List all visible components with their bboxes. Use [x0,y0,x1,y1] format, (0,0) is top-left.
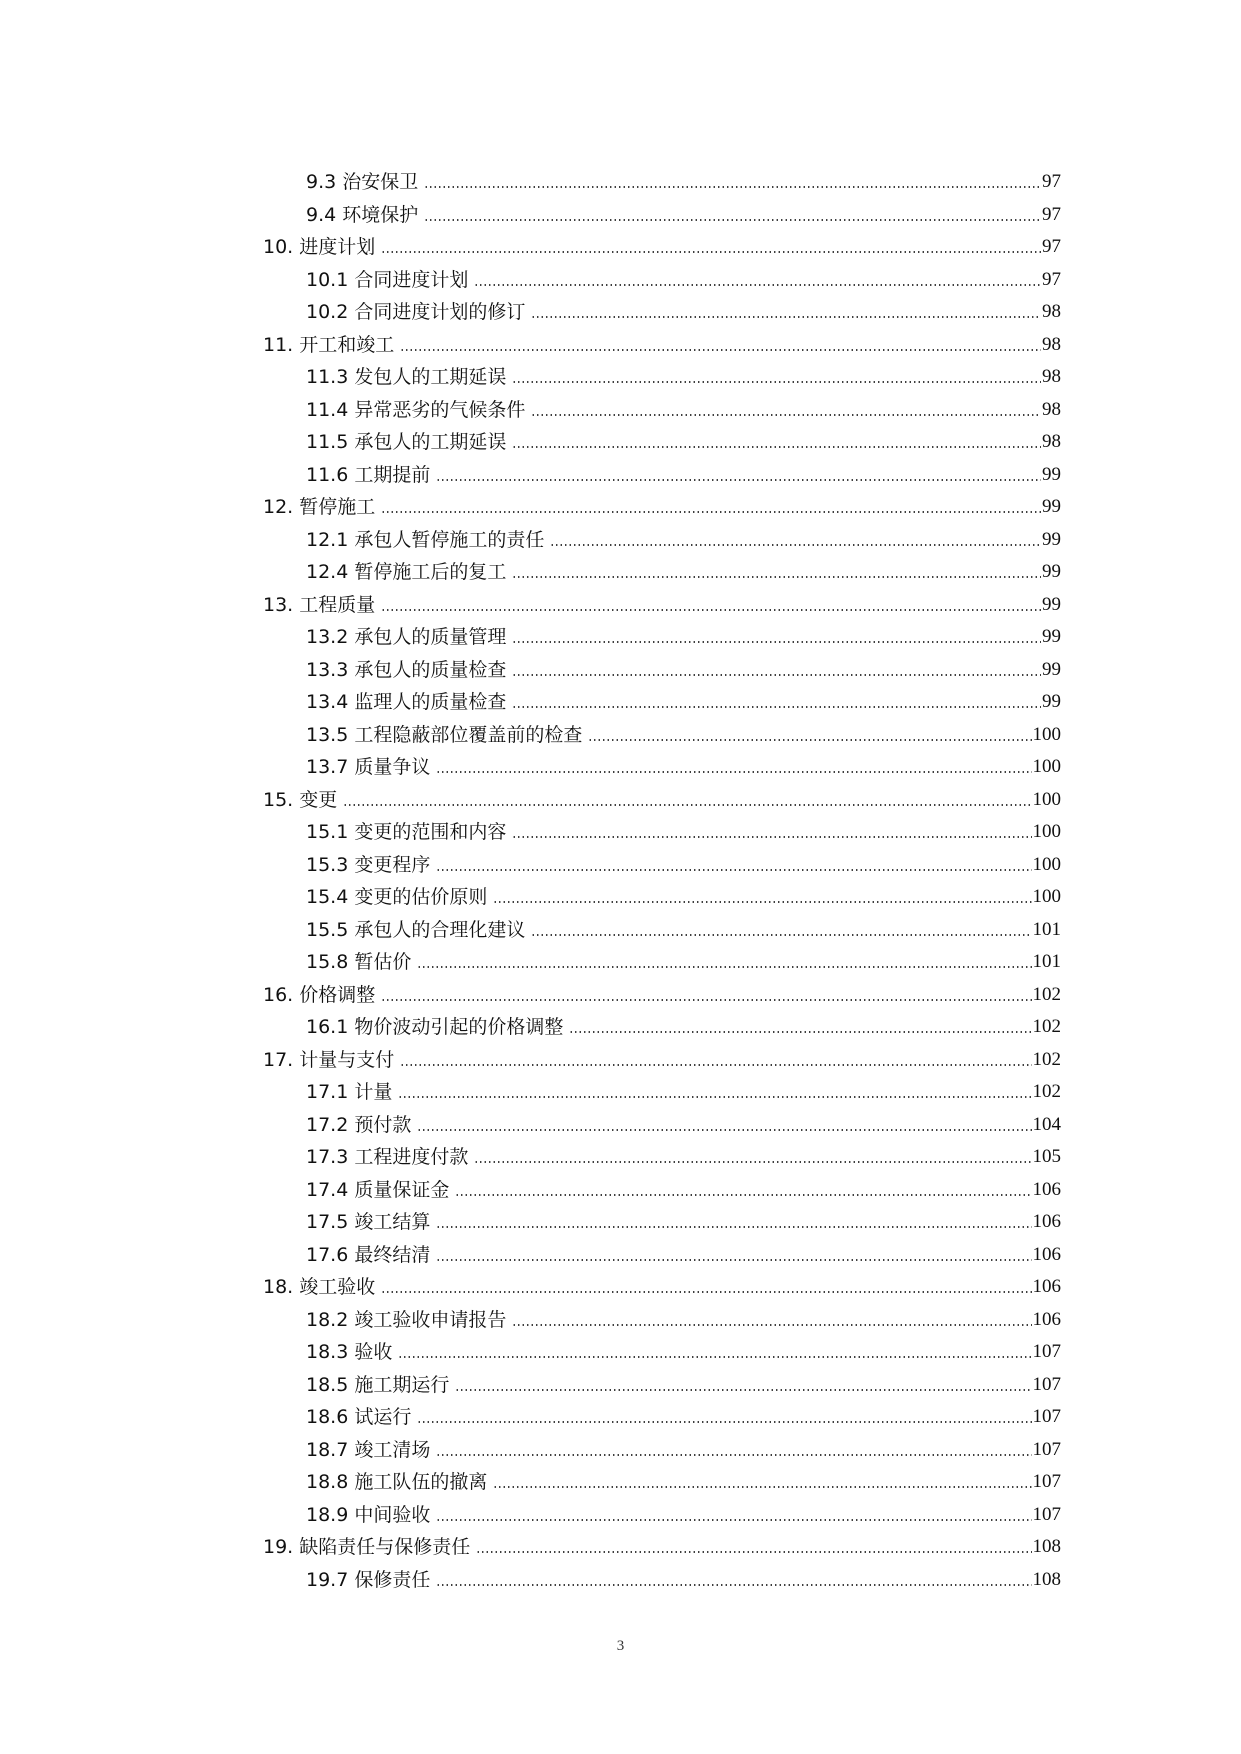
toc-dot-leader [531,316,1041,318]
toc-entry[interactable] [263,1401,1061,1434]
toc-entry[interactable] [263,231,1061,264]
toc-dot-leader [512,446,1041,448]
toc-dot-leader [588,739,1031,741]
toc-entry[interactable] [263,1499,1061,1532]
toc-entry-title: 16. 价格调整 [263,983,376,1006]
toc-dot-leader [424,219,1041,221]
toc-dot-leader [569,1031,1031,1033]
toc-entry[interactable] [263,1011,1061,1044]
toc-entry-title: 13.4 监理人的质量检查 [306,691,507,713]
toc-entry[interactable] [263,751,1061,784]
toc-dot-leader [381,511,1041,513]
toc-entry-title: 18.2 竣工验收申请报告 [306,1308,507,1331]
toc-entry-title: 18.3 验收 [306,1341,393,1363]
toc-dot-leader [512,641,1041,643]
toc-entry[interactable] [263,589,1061,622]
toc-dot-leader [493,1486,1031,1488]
toc-entry-title: 19. 缺陷责任与保修责任 [263,1536,471,1558]
toc-entry[interactable] [263,491,1061,524]
toc-entry-page: 107 [1032,1503,1061,1525]
toc-entry-page: 100 [1032,756,1061,777]
toc-entry-title: 18.9 中间验收 [306,1503,431,1526]
toc-dot-leader [436,771,1031,773]
toc-entry-page: 101 [1032,918,1061,940]
toc-entry-page: 98 [1042,333,1061,355]
toc-dot-leader [531,414,1041,416]
toc-dot-leader [512,836,1031,838]
toc-entry[interactable] [263,361,1061,394]
toc-entry[interactable] [263,166,1061,199]
toc-entry-page: 100 [1032,821,1061,842]
toc-entry[interactable] [263,816,1061,849]
toc-entry[interactable] [263,394,1061,427]
toc-entry[interactable] [263,524,1061,557]
toc-dot-leader [417,1421,1031,1423]
toc-dot-leader [512,674,1041,676]
toc-entry-page: 106 [1032,1243,1061,1265]
toc-dot-leader [512,576,1041,578]
toc-entry-page: 106 [1032,1211,1061,1232]
toc-entry-title: 17.3 工程进度付款 [306,1146,469,1168]
toc-entry-page: 102 [1032,1016,1061,1037]
toc-entry[interactable] [263,946,1061,979]
toc-entry[interactable] [263,426,1061,459]
page-number: 3 [616,1638,625,1654]
toc-entry-title: 15.8 暂估价 [306,951,412,973]
toc-entry[interactable] [263,1271,1061,1304]
toc-dot-leader [455,1389,1031,1391]
toc-entry[interactable] [263,1044,1061,1077]
toc-entry-page: 107 [1032,1341,1061,1362]
toc-entry-page: 108 [1032,1568,1061,1590]
toc-entry-page: 104 [1032,1113,1061,1135]
toc-dot-leader [381,609,1041,611]
toc-entry-page: 97 [1042,236,1061,257]
toc-entry-page: 99 [1042,658,1061,680]
toc-entry[interactable] [263,1174,1061,1207]
toc-entry-title: 11.5 承包人的工期延误 [306,431,507,453]
toc-dot-leader [381,999,1031,1001]
toc-entry[interactable] [263,1564,1061,1597]
toc-entry-page: 97 [1042,268,1061,290]
toc-entry[interactable] [263,264,1061,297]
toc-entry-title: 11.4 异常恶劣的气候条件 [306,398,526,421]
toc-entry-page: 106 [1032,1276,1061,1297]
toc-entry[interactable] [263,1336,1061,1369]
toc-dot-leader [398,1356,1031,1358]
toc-entry-page: 102 [1032,1081,1061,1102]
toc-entry-page: 106 [1032,1178,1061,1200]
toc-entry-title: 13.2 承包人的质量管理 [306,626,507,648]
toc-entry-title: 15.1 变更的范围和内容 [306,821,507,843]
toc-dot-leader [436,1226,1031,1228]
toc-dot-leader [455,1194,1031,1196]
toc-entry[interactable] [263,1076,1061,1109]
toc-entry[interactable] [263,1109,1061,1142]
toc-entry-page: 108 [1032,1536,1061,1557]
toc-dot-leader [436,869,1031,871]
toc-dot-leader [512,1324,1031,1326]
toc-entry-title: 17.5 竣工结算 [306,1211,431,1233]
toc-entry-page: 100 [1032,853,1061,875]
toc-entry[interactable] [263,784,1061,817]
toc-entry-title: 13.5 工程隐蔽部位覆盖前的检查 [306,723,583,746]
toc-entry-page: 99 [1042,496,1061,517]
toc-dot-leader [400,1064,1031,1066]
toc-entry-page: 99 [1042,691,1061,712]
toc-dot-leader [512,381,1041,383]
toc-entry-title: 17. 计量与支付 [263,1048,395,1071]
toc-entry[interactable] [263,686,1061,719]
toc-entry-title: 9.3 治安保卫 [306,171,419,193]
toc-dot-leader [381,1291,1031,1293]
toc-entry-title: 12.1 承包人暂停施工的责任 [306,528,545,551]
toc-entry-title: 13. 工程质量 [263,593,376,616]
toc-entry[interactable] [263,556,1061,589]
toc-entry-page: 101 [1032,951,1061,972]
toc-entry-page: 98 [1042,398,1061,420]
toc-dot-leader [474,284,1041,286]
toc-entry-page: 99 [1042,463,1061,485]
toc-entry[interactable] [263,296,1061,329]
toc-entry-title: 11. 开工和竣工 [263,333,395,356]
toc-entry-page: 107 [1032,1471,1061,1492]
toc-dot-leader [417,1129,1031,1131]
toc-dot-leader [436,1584,1031,1586]
toc-entry-page: 106 [1032,1308,1061,1330]
toc-entry-page: 102 [1032,983,1061,1005]
toc-entry-title: 15. 变更 [263,788,338,811]
toc-entry[interactable] [263,329,1061,362]
toc-dot-leader [343,804,1031,806]
toc-entry[interactable] [263,459,1061,492]
toc-entry-page: 99 [1042,561,1061,582]
toc-entry-page: 107 [1032,1406,1061,1427]
toc-entry-page: 99 [1042,626,1061,647]
toc-entry-page: 100 [1032,788,1061,810]
toc-dot-leader [550,544,1041,546]
toc-entry-title: 15.3 变更程序 [306,853,431,876]
toc-entry-page: 98 [1042,431,1061,452]
toc-entry-page: 102 [1032,1048,1061,1070]
toc-entry-page: 99 [1042,528,1061,550]
toc-dot-leader [417,966,1031,968]
toc-entry[interactable] [263,1369,1061,1402]
toc-entry-title: 11.6 工期提前 [306,463,431,486]
toc-entry-title: 19.7 保修责任 [306,1568,431,1591]
toc-dot-leader [493,901,1031,903]
toc-entry-title: 11.3 发包人的工期延误 [306,366,507,388]
toc-entry[interactable] [263,914,1061,947]
toc-dot-leader [476,1551,1031,1553]
toc-dot-leader [474,1161,1031,1163]
toc-entry-title: 18. 竣工验收 [263,1276,376,1298]
toc-entry-title: 18.8 施工队伍的撤离 [306,1471,488,1493]
toc-entry-title: 18.5 施工期运行 [306,1373,450,1396]
toc-dot-leader [512,706,1041,708]
toc-dot-leader [400,349,1041,351]
toc-entry-title: 10. 进度计划 [263,236,376,258]
toc-entry-title: 17.1 计量 [306,1081,393,1103]
toc-entry[interactable] [263,1304,1061,1337]
toc-entry-title: 18.7 竣工清场 [306,1438,431,1461]
toc-entry[interactable] [263,1466,1061,1499]
toc-dot-leader [436,1519,1031,1521]
toc-entry-page: 97 [1042,203,1061,225]
toc-entry-title: 18.6 试运行 [306,1406,412,1428]
toc-entry[interactable] [263,1434,1061,1467]
toc-entry[interactable] [263,199,1061,232]
toc-entry[interactable] [263,654,1061,687]
toc-dot-leader [531,934,1031,936]
toc-entry[interactable] [263,979,1061,1012]
toc-entry[interactable] [263,1239,1061,1272]
toc-entry-page: 107 [1032,1373,1061,1395]
toc-entry-title: 15.4 变更的估价原则 [306,886,488,908]
toc-dot-leader [398,1096,1031,1098]
toc-entry-title: 10.2 合同进度计划的修订 [306,301,526,323]
toc-entry-title: 15.5 承包人的合理化建议 [306,918,526,941]
toc-entry-title: 10.1 合同进度计划 [306,268,469,291]
toc-entry-page: 105 [1032,1146,1061,1167]
toc-entry-title: 17.6 最终结清 [306,1243,431,1266]
toc-entry[interactable] [263,849,1061,882]
toc-entry-title: 17.4 质量保证金 [306,1178,450,1201]
toc-dot-leader [436,1259,1031,1261]
toc-entry-title: 13.3 承包人的质量检查 [306,658,507,681]
toc-entry-page: 97 [1042,171,1061,192]
toc-entry-page: 107 [1032,1438,1061,1460]
toc-entry[interactable] [263,719,1061,752]
toc-entry[interactable] [263,1206,1061,1239]
toc-entry-title: 13.7 质量争议 [306,756,431,778]
toc-entry-title: 16.1 物价波动引起的价格调整 [306,1016,564,1038]
table-of-contents [263,166,1061,1596]
toc-entry[interactable] [263,1531,1061,1564]
toc-entry[interactable] [263,1141,1061,1174]
toc-entry-title: 12. 暂停施工 [263,496,376,518]
toc-entry-page: 100 [1032,886,1061,907]
toc-entry-page: 100 [1032,723,1061,745]
toc-entry-page: 98 [1042,366,1061,387]
toc-dot-leader [381,251,1041,253]
toc-entry-page: 99 [1042,593,1061,615]
toc-dot-leader [436,479,1041,481]
toc-entry-title: 12.4 暂停施工后的复工 [306,561,507,583]
toc-entry-title: 9.4 环境保护 [306,203,419,226]
toc-dot-leader [424,186,1041,188]
toc-entry-page: 98 [1042,301,1061,322]
toc-entry[interactable] [263,621,1061,654]
toc-entry-title: 17.2 预付款 [306,1113,412,1136]
toc-entry[interactable] [263,881,1061,914]
toc-dot-leader [436,1454,1031,1456]
